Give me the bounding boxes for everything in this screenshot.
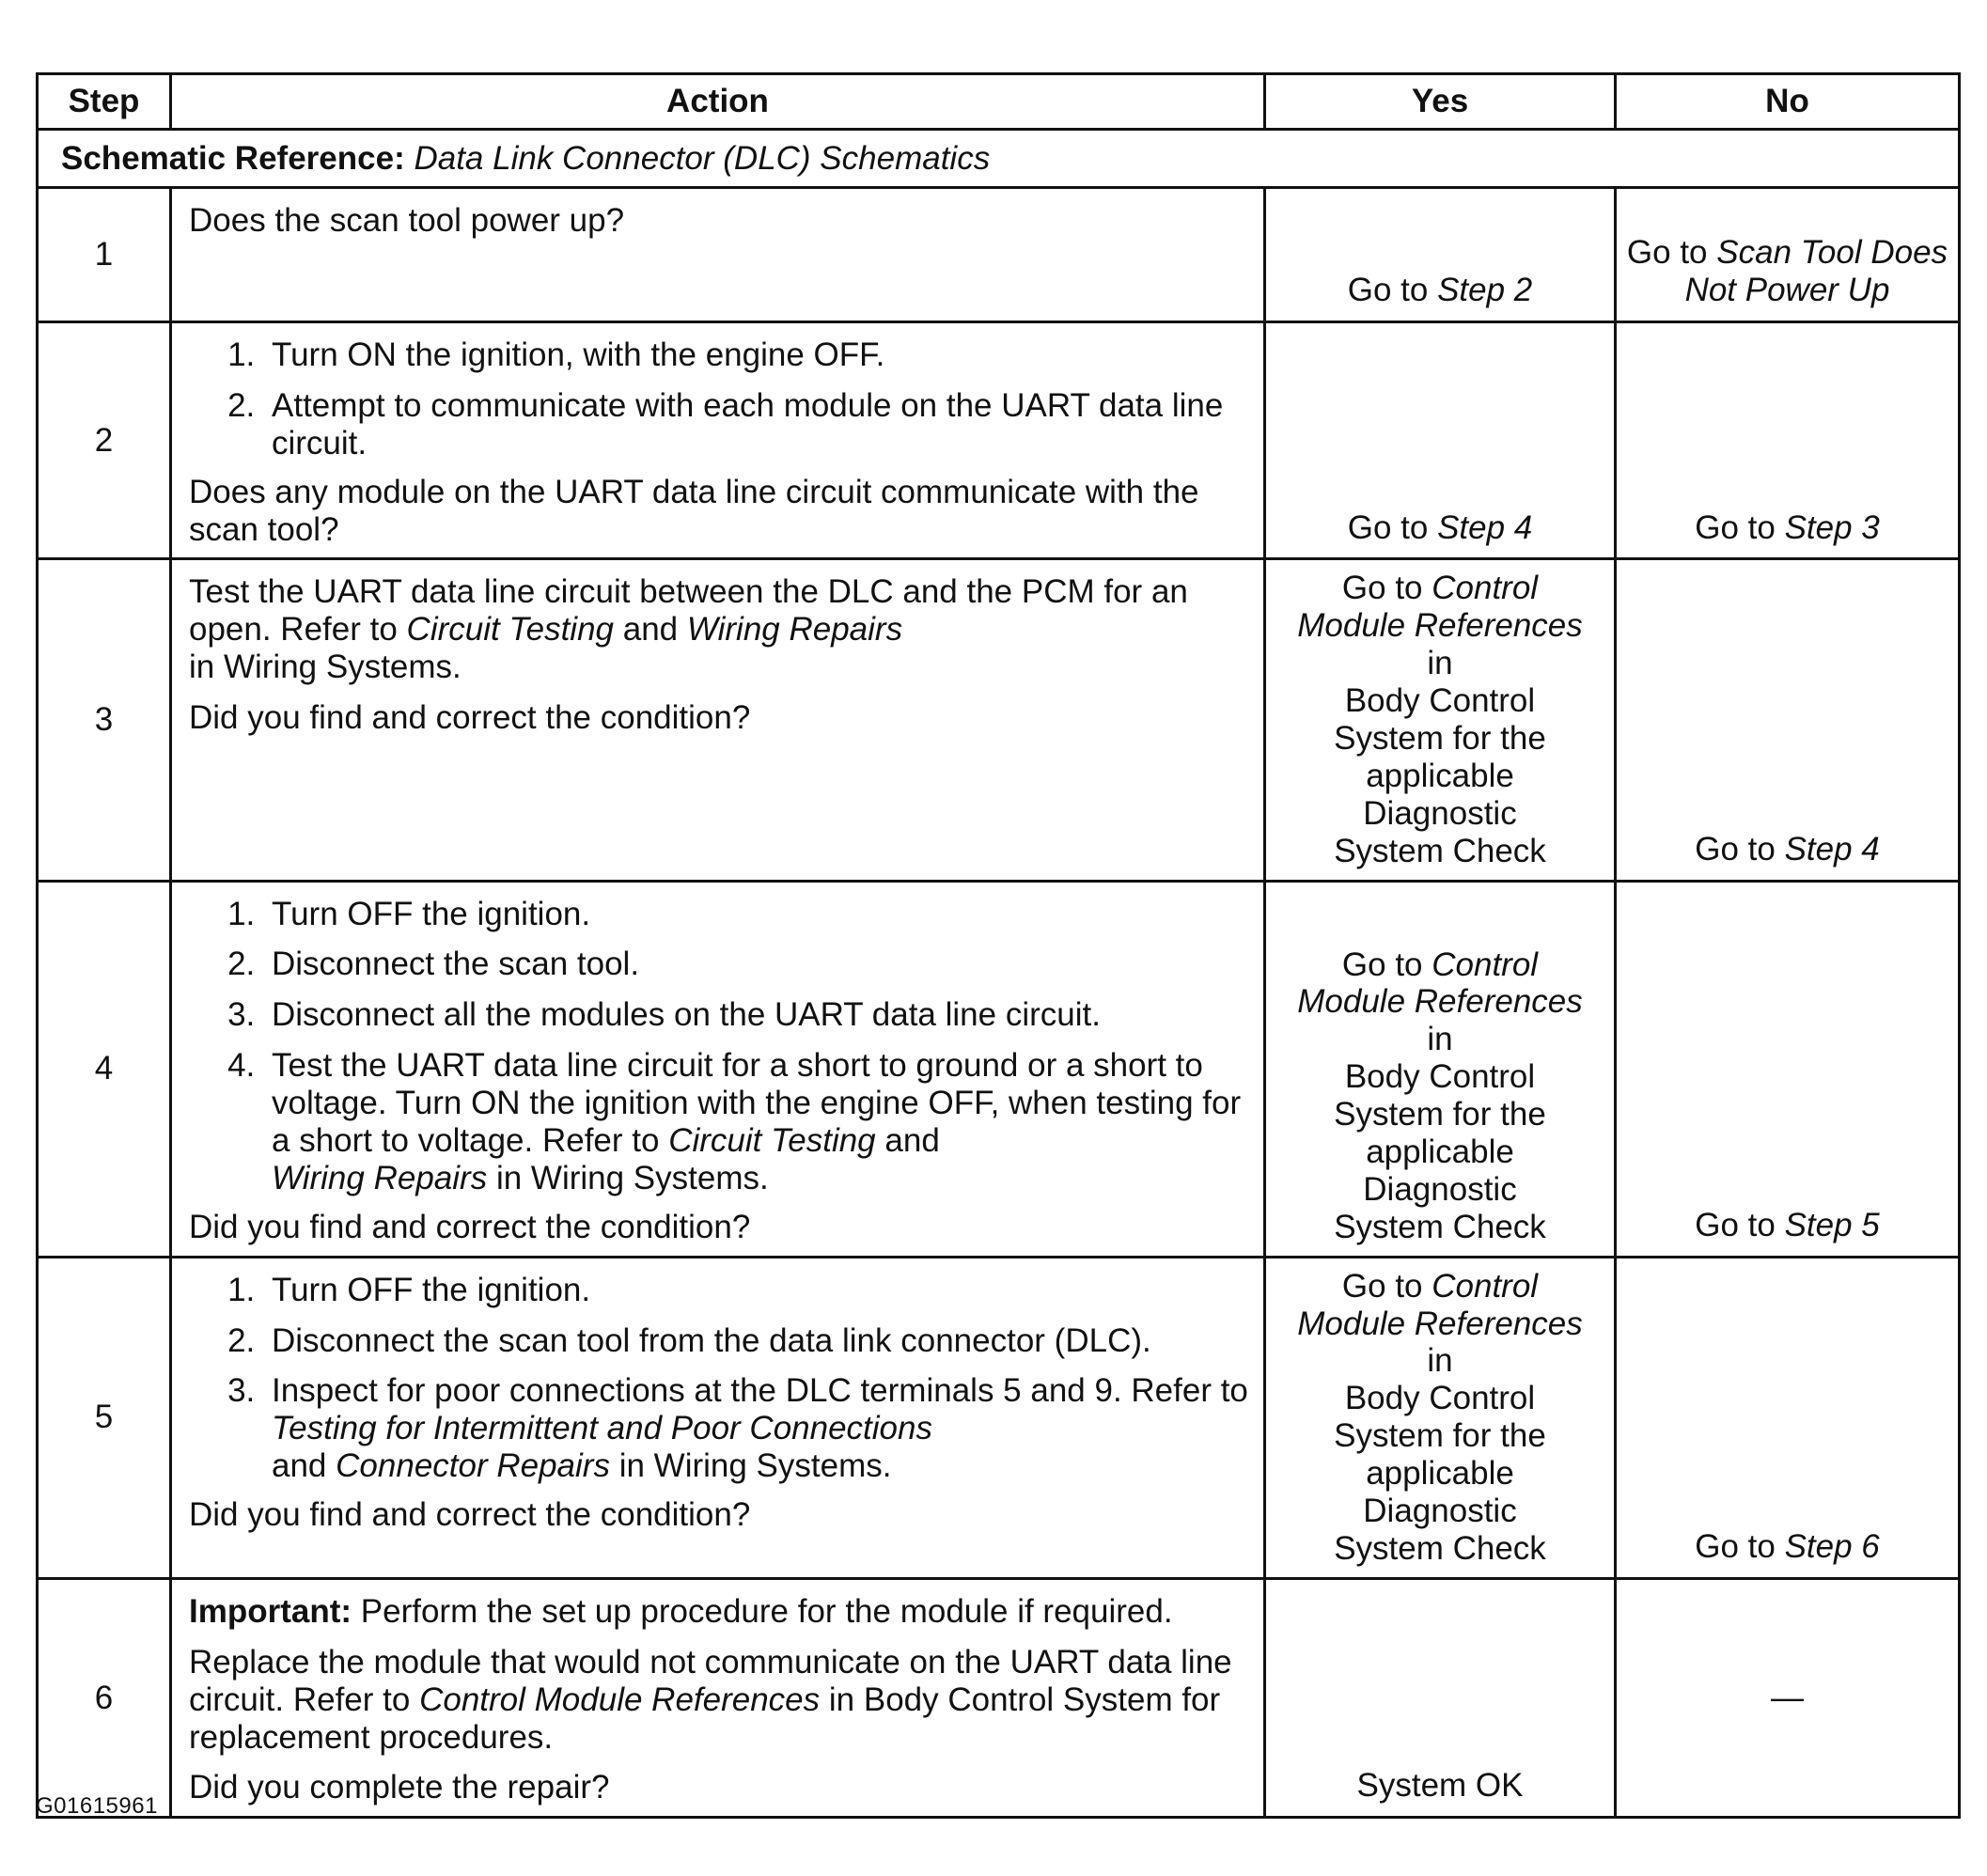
no-cell <box>1616 881 1960 1257</box>
yes-line: applicable <box>1366 1455 1514 1493</box>
important-text: Perform the set up procedure for the module if required. <box>360 1592 1173 1630</box>
step-number: 1 <box>38 188 171 322</box>
yes-prefix: Go to <box>1347 508 1429 546</box>
action-list <box>189 896 1250 1197</box>
action-item <box>264 1047 1250 1197</box>
yes-cell <box>1265 1257 1616 1578</box>
figure-id: G01615961 <box>36 1793 158 1819</box>
yes-link[interactable]: Control <box>1432 570 1539 607</box>
action-item-tail: in Wiring Systems. <box>618 1447 892 1485</box>
link-wiring-repairs[interactable]: Wiring Repairs <box>272 1159 488 1196</box>
step-number: 5 <box>38 1257 171 1578</box>
schematic-reference-row <box>38 130 1960 188</box>
table-row-step-3 <box>38 559 1960 881</box>
link-circuit-testing[interactable]: Circuit Testing <box>406 611 615 649</box>
instruction-tail: in Wiring Systems. <box>189 649 462 686</box>
table-row-step-4 <box>38 881 1960 1257</box>
action-item-conjunction: and <box>884 1122 940 1160</box>
header-row <box>38 74 1960 130</box>
link-wiring-repairs[interactable]: Wiring Repairs <box>686 611 903 649</box>
yes-line: System for the <box>1334 1096 1546 1133</box>
no-link[interactable]: Step 4 <box>1784 830 1880 868</box>
yes-link-cont[interactable]: Module References <box>1297 983 1583 1021</box>
yes-line: applicable <box>1366 757 1514 794</box>
question: Did you find and correct the condition? <box>189 1496 751 1534</box>
table-row-step-1 <box>38 188 1960 322</box>
action-item-conjunction: and <box>272 1447 327 1485</box>
action-item: 2. Disconnect the scan tool from the data link connector (DLC). <box>264 1322 1250 1360</box>
action-item: 1. Turn OFF the ignition. <box>264 896 1250 933</box>
step-number: 4 <box>38 881 171 1257</box>
yes-line: Diagnostic <box>1363 1493 1517 1530</box>
yes-line-1 <box>1272 946 1608 984</box>
yes-line: System Check <box>1334 1208 1546 1245</box>
link-control-module-references[interactable]: Control Module References <box>419 1681 821 1718</box>
action-list <box>189 1272 1250 1485</box>
yes-line: applicable <box>1366 1133 1514 1171</box>
yes-line: Body Control <box>1344 1380 1536 1417</box>
question: Did you complete the repair? <box>189 1769 610 1806</box>
yes-prefix: Go to <box>1347 272 1429 309</box>
no-prefix: Go to <box>1695 1206 1776 1243</box>
yes-line: System Check <box>1334 1529 1546 1567</box>
action-cell <box>171 1578 1265 1817</box>
yes-prefix: Go to <box>1341 1267 1423 1305</box>
action-item <box>264 1372 1250 1485</box>
schematic-reference-link[interactable]: Data Link Connector (DLC) Schematics <box>414 139 991 177</box>
header-yes: Yes <box>1265 74 1616 130</box>
yes-cell <box>1265 322 1616 559</box>
yes-line: in <box>1427 1021 1453 1058</box>
step-number: 2 <box>38 322 171 559</box>
yes-line: System for the <box>1334 720 1546 758</box>
action-item-text: Inspect for poor connections at the DLC terminals 5 and 9. Refer to <box>272 1372 1248 1410</box>
yes-link[interactable]: Control <box>1432 1267 1539 1305</box>
header-step: Step <box>38 74 171 130</box>
yes-link-cont[interactable]: Module References <box>1297 1305 1583 1342</box>
action-item: 2. Attempt to communicate with each module on the UART data line circuit. <box>264 387 1250 462</box>
yes-line: in <box>1427 1342 1453 1380</box>
action-cell <box>171 188 1265 322</box>
yes-link[interactable]: Control <box>1432 946 1539 983</box>
action-item: 1. Turn ON the ignition, with the engine OFF. <box>264 336 1250 374</box>
no-prefix: Go to <box>1695 508 1776 546</box>
yes-prefix: Go to <box>1341 570 1423 607</box>
link-connector-repairs[interactable]: Connector Repairs <box>336 1447 610 1485</box>
no-link[interactable]: Step 5 <box>1784 1206 1880 1243</box>
question: Does any module on the UART data line circuit communicate with the scan tool? <box>189 473 1199 548</box>
table-row-step-2 <box>38 322 1960 559</box>
yes-cell <box>1265 559 1616 881</box>
table-row-step-6 <box>38 1578 1960 1817</box>
yes-line: Diagnostic <box>1363 794 1517 832</box>
header-no: No <box>1616 74 1960 130</box>
action-item-tail: in Wiring Systems. <box>495 1159 769 1196</box>
header-action: Action <box>171 74 1265 130</box>
action-item: 1. Turn OFF the ignition. <box>264 1272 1250 1309</box>
no-cell <box>1616 1257 1960 1578</box>
yes-line-1 <box>1272 570 1608 607</box>
action-item: 3. Disconnect all the modules on the UART data line circuit. <box>264 996 1250 1034</box>
action-cell <box>171 322 1265 559</box>
yes-line: in <box>1427 645 1453 682</box>
yes-cell: System OK <box>1265 1578 1616 1817</box>
yes-line: System for the <box>1334 1417 1546 1455</box>
yes-line: Diagnostic <box>1363 1170 1517 1208</box>
no-prefix: Go to <box>1695 830 1776 868</box>
diagnostic-table <box>36 72 1961 1819</box>
instruction-conjunction: and <box>622 611 679 649</box>
no-cell: — <box>1616 1578 1960 1817</box>
step-number: 6 <box>38 1578 171 1817</box>
yes-cell <box>1265 188 1616 322</box>
action-item-text: Test the UART data line circuit for a short to ground or a short to voltage. Turn ON the ignition with the engine OFF, when testing for a short to voltage. Refer to <box>272 1047 1242 1160</box>
no-prefix: Go to <box>1695 1527 1776 1565</box>
instruction <box>189 573 1250 686</box>
action-cell <box>171 881 1265 1257</box>
no-link[interactable]: Step 6 <box>1784 1527 1880 1565</box>
question: Did you find and correct the condition? <box>189 1208 751 1245</box>
yes-line: System Check <box>1334 832 1546 869</box>
action-item: 2. Disconnect the scan tool. <box>264 946 1250 983</box>
no-link[interactable]: Step 3 <box>1784 508 1880 546</box>
yes-line-1 <box>1272 1268 1608 1305</box>
link-circuit-testing[interactable]: Circuit Testing <box>668 1122 876 1160</box>
yes-prefix: Go to <box>1341 946 1423 983</box>
question: Did you find and correct the condition? <box>189 699 751 737</box>
action-cell <box>171 1257 1265 1578</box>
schematic-reference <box>38 130 1960 188</box>
important-note <box>189 1593 1250 1631</box>
yes-link[interactable]: Step 4 <box>1437 508 1533 546</box>
yes-line: Body Control <box>1344 1058 1536 1096</box>
schematic-reference-label: Schematic Reference: <box>61 139 405 177</box>
action-list <box>189 336 1250 462</box>
question: Does the scan tool power up? <box>189 202 625 239</box>
link-testing-intermittent[interactable]: Testing for Intermittent and Poor Connections <box>272 1410 932 1447</box>
yes-link[interactable]: Step 2 <box>1437 272 1533 309</box>
action-cell <box>171 559 1265 881</box>
no-cell <box>1616 188 1960 322</box>
instruction-tail: in Body Control System for replacement procedures. <box>189 1681 1221 1756</box>
yes-link-cont[interactable]: Module References <box>1297 607 1583 645</box>
step-number: 3 <box>38 559 171 881</box>
no-link[interactable]: Scan Tool Does Not Power Up <box>1684 234 1948 309</box>
instruction-text: Test the UART data line circuit between the DLC and the PCM for an open. Refer to <box>189 573 1188 649</box>
instruction-text: Replace the module that would not communicate on the UART data line circuit. Refer to <box>189 1643 1232 1718</box>
yes-cell <box>1265 881 1616 1257</box>
instruction <box>189 1644 1250 1757</box>
yes-line: Body Control <box>1344 682 1536 720</box>
important-label: Important: <box>189 1592 352 1630</box>
no-cell <box>1616 559 1960 881</box>
no-prefix: Go to <box>1626 234 1708 272</box>
table-row-step-5 <box>38 1257 1960 1578</box>
no-cell <box>1616 322 1960 559</box>
